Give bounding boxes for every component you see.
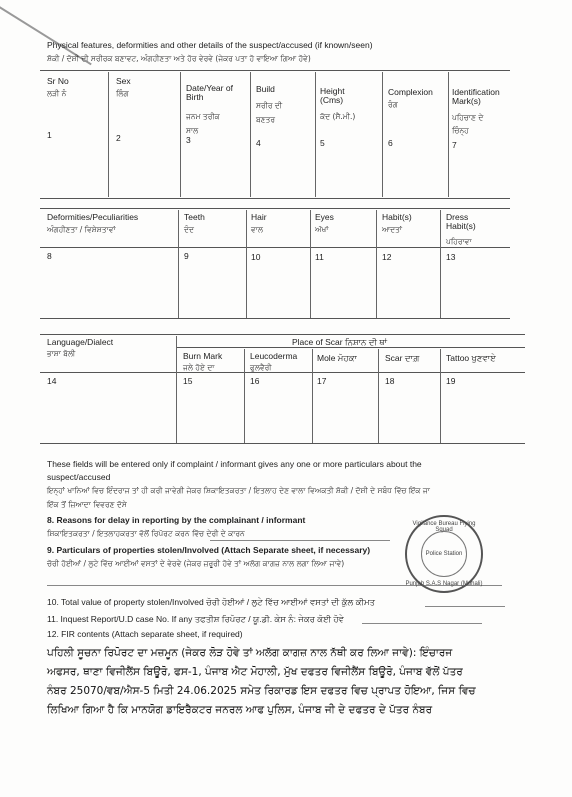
col-language: Language/Dialect xyxy=(47,337,114,347)
stamp-bottom-text: Punjab S.A.S Nagar (Mohali) xyxy=(405,581,483,587)
col-burn-mark: Burn Mark xyxy=(183,351,223,361)
note-en-line2: suspect/accused xyxy=(47,472,111,482)
item-11-label: 11. Inquest Report/U.D case No. If any ਤਫਤੀਸ਼ ਰਿਪੋਰਟ / ਯੂ.ਡੀ. ਕੇਸ ਨੰ: ਜੇਕਰ ਕੋਈ ਹੋਵੇ xyxy=(47,614,344,624)
col-leucoderma: Leucoderma xyxy=(250,351,298,361)
col-burn-mark-num: 15 xyxy=(183,376,193,386)
col-habits-num: 12 xyxy=(382,252,392,262)
col-build-pa: ਸਰੀਰ ਦੀ ਬਣਤਰ xyxy=(256,101,283,124)
col-tattoo: Tattoo ਖੁਣਵਾਏ xyxy=(446,353,496,363)
col-teeth-num: 9 xyxy=(184,251,189,261)
col-scar-num: 18 xyxy=(385,376,395,386)
item-12-label: 12. FIR contents (Attach separate sheet, if required) xyxy=(47,629,243,639)
col-teeth-pa: ਦੰਦ xyxy=(184,225,194,234)
header-title-en: Physical features, deformities and other details of the suspect/accused (if known/seen) xyxy=(47,40,373,50)
item-8-label-pa: ਸ਼ਿਕਾਇਤਕਰਤਾ / ਇਤਲਾਹਕਰਤਾ ਵੱਲੋਂ ਰਿਪੋਰਟ ਕਰਨ ਵਿੱਚ ਦੇਰੀ ਦੇ ਕਾਰਨ xyxy=(47,529,245,538)
col-sr-no: Sr No xyxy=(47,76,69,86)
col-leucoderma-num: 16 xyxy=(250,376,260,386)
col-deformities-pa: ਅੰਗਹੀਣਤਾ / ਵਿਸ਼ੇਸ਼ਤਾਵਾਂ xyxy=(47,225,116,234)
col-habits: Habit(s) xyxy=(382,212,412,222)
fir-line-3: ਨੰਬਰ 25070/ਵਬ/ਐਸ-5 ਮਿਤੀ 24.06.2025 ਸਮੇਤ ਰਿਕਾਰਡ ਇਸ ਦਫਤਰ ਵਿਚ ਪ੍ਰਾਪਤ ਹੋਇਆ, ਜਿਸ ਵਿਚ xyxy=(47,685,476,697)
col-complexion-pa: ਰੰਗ xyxy=(388,100,398,109)
col-build: Build xyxy=(256,84,275,94)
col-mole: Mole ਮੋਹਕਾ xyxy=(317,353,357,363)
col-identification-mark-num: 7 xyxy=(452,140,457,150)
fir-line-1: ਪਹਿਲੀ ਸੂਚਨਾ ਰਿਪੋਰਟ ਦਾ ਮਜ਼ਮੂਨ (ਜੇਕਰ ਲੋੜ ਹੋਵੇ ਤਾਂ ਅਲੱਗ ਕਾਗਜ਼ ਨਾਲ ਨੱਥੀ ਕਰ ਲਿਆ ਜਾਵੇ): ਇੰਚਾਰਜ xyxy=(47,647,453,659)
item-9-label-pa: ਚੋਰੀ ਹੋਈਆਂ / ਲੁਟੇ ਵਿੱਚ ਆਈਆਂ ਵਸਤਾਂ ਦੇ ਵੇਰਵੇ (ਜੇਕਰ ਜ਼ਰੂਰੀ ਹੋਵੇ ਤਾਂ ਅਲੱਗ ਕਾਗਜ਼ ਨਾਲ ਲਗਾ ਲਿਆ ਜਾਵੇ) xyxy=(47,559,345,568)
col-dress-habits-pa: ਪਹਿਰਾਵਾ xyxy=(446,237,472,246)
col-identification-mark-pa: ਪਹਿਚਾਣ ਦੇ ਚਿੰਨ੍ਹ xyxy=(452,113,484,135)
stamp-center-text: Police Station xyxy=(425,551,463,557)
fir-line-4: ਲਿਖਿਆ ਗਿਆ ਹੈ ਕਿ ਮਾਨਯੋਗ ਡਾਇਰੈਕਟਰ ਜਨਰਲ ਆਫ ਪੁਲਿਸ, ਪੰਜਾਬ ਜੀ ਦੇ ਦਫਤਰ ਦੇ ਪੱਤਰ ਨੰਬਰ xyxy=(47,704,433,716)
stamp-center xyxy=(421,531,467,577)
col-language-num: 14 xyxy=(47,376,57,386)
col-burn-mark-pa: ਜਲੇ ਹੋਏ ਦਾ xyxy=(183,363,215,372)
col-sr-no-pa: ਲੜੀ ਨੰ xyxy=(47,89,67,98)
col-hair-num: 10 xyxy=(251,252,261,262)
col-height: Height (Cms) xyxy=(320,86,345,105)
col-tattoo-num: 19 xyxy=(446,376,456,386)
col-habits-pa: ਆਦਤਾਂ xyxy=(382,225,403,234)
col-dress-habits-num: 13 xyxy=(446,252,456,262)
header-title-pa: ਸ਼ੱਕੀ / ਦੋਸ਼ੀ ਦੀ ਸਰੀਰਕ ਬਣਾਵਟ, ਅੰਗਹੀਣਤਾ ਅਤੇ ਹੋਰ ਵੇਰਵੇ (ਜੇਕਰ ਪਤਾ ਹੋ ਵਾਇਆ ਗਿਆ ਹੋਵੇ) xyxy=(47,54,311,63)
col-eyes: Eyes xyxy=(315,212,334,222)
vigilance-stamp xyxy=(405,515,483,593)
item-10-label: 10. Total value of property stolen/Involved ਚੋਰੀ ਹੋਈਆਂ / ਲੁਟੇ ਵਿੱਚ ਆਈਆਂ ਵਸਤਾਂ ਦੀ ਕੁੱਲ ਕੀਮਤ xyxy=(47,597,375,607)
col-hair: Hair xyxy=(251,212,267,222)
item-8-label: 8. Reasons for delay in reporting by the complainant / informant xyxy=(47,515,306,525)
col-eyes-num: 11 xyxy=(315,252,324,262)
col-scar: Scar ਦਾਗ਼ xyxy=(385,353,420,363)
col-deformities-num: 8 xyxy=(47,251,52,261)
col-eyes-pa: ਅੱਖਾਂ xyxy=(315,225,329,234)
stamp-ring-text: Vigilance Bureau Flying Squad xyxy=(412,521,476,533)
col-build-num: 4 xyxy=(256,138,261,148)
col-identification-mark: Identification Mark(s) xyxy=(452,87,500,106)
col-dob-num: 3 xyxy=(186,135,191,145)
col-sex-pa: ਲਿੰਗ xyxy=(116,89,129,98)
col-leucoderma-pa: ਫੁਲਵੈਰੀ xyxy=(250,363,272,372)
col-sr-no-num: 1 xyxy=(47,130,52,140)
col-dress-habits: Dress Habit(s) xyxy=(446,212,476,231)
item-9-label: 9. Particulars of properties stolen/Involved (Attach Separate sheet, if necessary) xyxy=(47,545,371,555)
col-teeth: Teeth xyxy=(184,212,205,222)
col-hair-pa: ਵਾਲ xyxy=(251,225,263,234)
col-dob: Date/Year of Birth xyxy=(186,83,233,102)
col-complexion: Complexion xyxy=(388,87,433,97)
note-pa-line2: ਇੱਕ ਤੋਂ ਜ਼ਿਆਦਾ ਵਿਵਰਣ ਦੱਸੇ xyxy=(47,500,127,509)
col-dob-pa: ਜਨਮ ਤਰੀਕ ਸਾਲ xyxy=(186,112,220,136)
col-sex: Sex xyxy=(116,76,131,86)
note-en-line1: These fields will be entered only if complaint / informant gives any one or more particulars about the xyxy=(47,459,422,469)
col-sex-num: 2 xyxy=(116,133,121,143)
col-mole-num: 17 xyxy=(317,376,327,386)
note-pa-line1: ਇਨ੍ਹਾਂ ਖਾਨਿਆਂ ਵਿਚ ਇੰਦਰਾਜ ਤਾਂ ਹੀ ਕਰੀ ਜਾਵੇਗੀ ਜੇਕਰ ਸ਼ਿਕਾਇਤਕਰਤਾ / ਇਤਲਾਹ ਦੇਣ ਵਾਲਾ ਵਿਅਕਤੀ ਸ਼ੱਕੀ / ਦੋਸ਼ੀ ਦੇ ਸਬੰਧ ਵਿੱਚ ਇੱਕ ਜਾ xyxy=(47,486,430,495)
col-deformities: Deformities/Peculiarities xyxy=(47,212,139,222)
col-height-pa: ਕੱਦ (ਸੈ.ਮੀ.) xyxy=(320,112,356,121)
scar-group-title: Place of Scar ਨਿਸ਼ਾਨ ਦੀ ਥਾਂ xyxy=(292,337,388,347)
col-language-pa: ਭਾਸ਼ਾ ਬੋਲੀ xyxy=(47,349,76,358)
col-complexion-num: 6 xyxy=(388,138,393,148)
fir-line-2: ਅਫਸਰ, ਥਾਣਾ ਵਿਜੀਲੈਂਸ ਬਿਊਰੋ, ਫਸ-1, ਪੰਜਾਬ ਐਟ ਮੋਹਾਲੀ, ਮੁੱਖ ਦਫਤਰ ਵਿਜੀਲੈਂਸ ਬਿਊਰੋ, ਪੰਜਾਬ ਵੱਲੋਂ ਪੱਤਰ xyxy=(47,666,463,678)
col-height-num: 5 xyxy=(320,138,325,148)
